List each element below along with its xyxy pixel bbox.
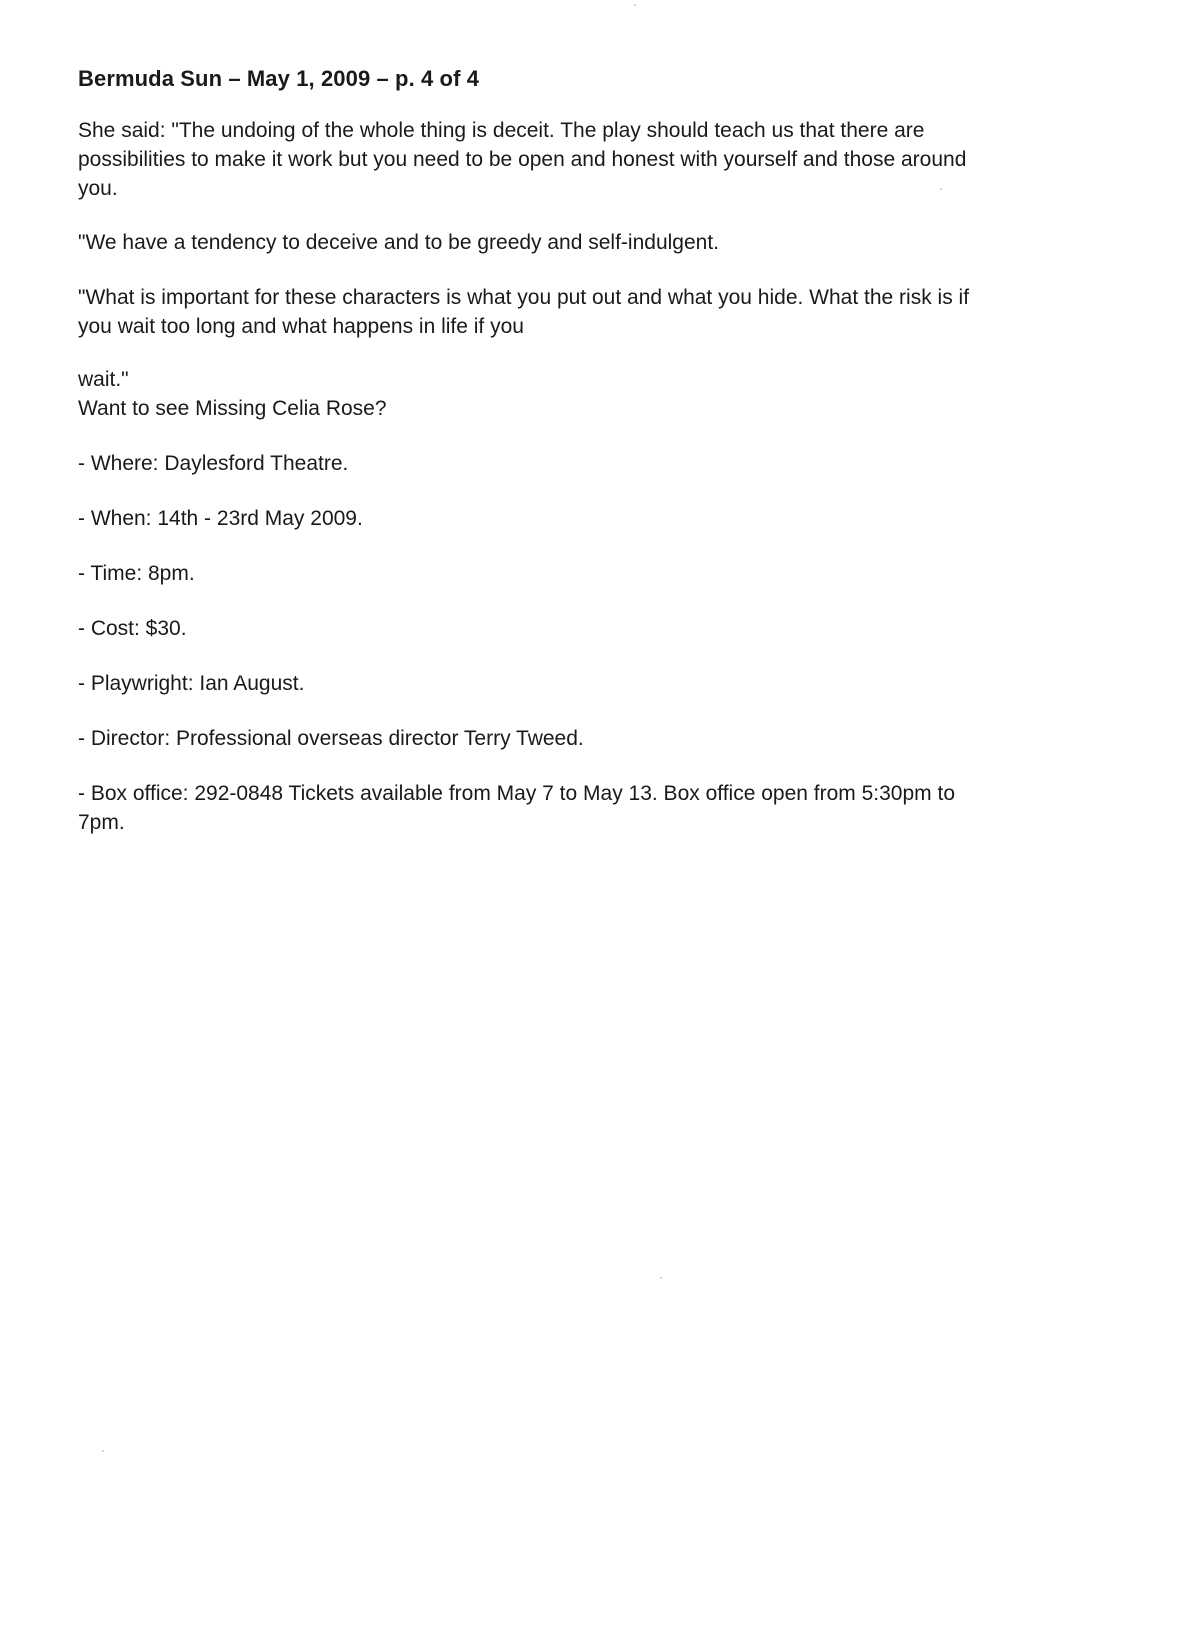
quote-3-line-1: "What is important for these characters is what you put out and what you hide. What the risk is if [78, 286, 970, 309]
quote-1-line-2: possibilities to make it work but you need to be open and honest with yourself and those around [78, 148, 967, 171]
detail-where [78, 449, 1128, 478]
quote-paragraph-2 [78, 228, 1128, 257]
quote-paragraph-3-end [78, 365, 1128, 423]
info-heading: Want to see Missing Celia Rose? [78, 397, 387, 420]
quote-3-line-2: you wait too long and what happens in life if you [78, 315, 524, 338]
detail-where-text: - Where: Daylesford Theatre. [78, 452, 349, 475]
quote-3-end-line: wait." [78, 368, 129, 391]
detail-box-office [78, 779, 1128, 837]
quote-paragraph-1 [78, 116, 1128, 203]
detail-playwright [78, 669, 1128, 698]
quote-2-line: "We have a tendency to deceive and to be greedy and self-indulgent. [78, 231, 720, 254]
detail-director [78, 724, 1128, 753]
scan-speck [634, 4, 636, 6]
page-header: Bermuda Sun – May 1, 2009 – p. 4 of 4 [78, 66, 480, 91]
scan-speck [940, 188, 942, 190]
scan-speck [660, 1277, 662, 1279]
quote-1-line-1: She said: "The undoing of the whole thing is deceit. The play should teach us that there are [78, 119, 925, 142]
detail-when [78, 504, 1128, 533]
box-office-line-1: - Box office: 292-0848 Tickets available from May 7 to May 13. Box office open from 5:30pm to [78, 782, 956, 805]
detail-director-text: - Director: Professional overseas director Terry Tweed. [78, 727, 584, 750]
quote-1-line-3: you. [78, 177, 118, 200]
detail-time [78, 559, 1128, 588]
quote-paragraph-3 [78, 283, 1128, 341]
box-office-line-2: 7pm. [78, 811, 125, 834]
detail-cost-text: - Cost: $30. [78, 617, 187, 640]
detail-playwright-text: - Playwright: Ian August. [78, 672, 305, 695]
detail-when-text: - When: 14th - 23rd May 2009. [78, 507, 363, 530]
scan-speck [102, 1450, 104, 1452]
detail-time-text: - Time: 8pm. [78, 562, 195, 585]
detail-cost [78, 614, 1128, 643]
